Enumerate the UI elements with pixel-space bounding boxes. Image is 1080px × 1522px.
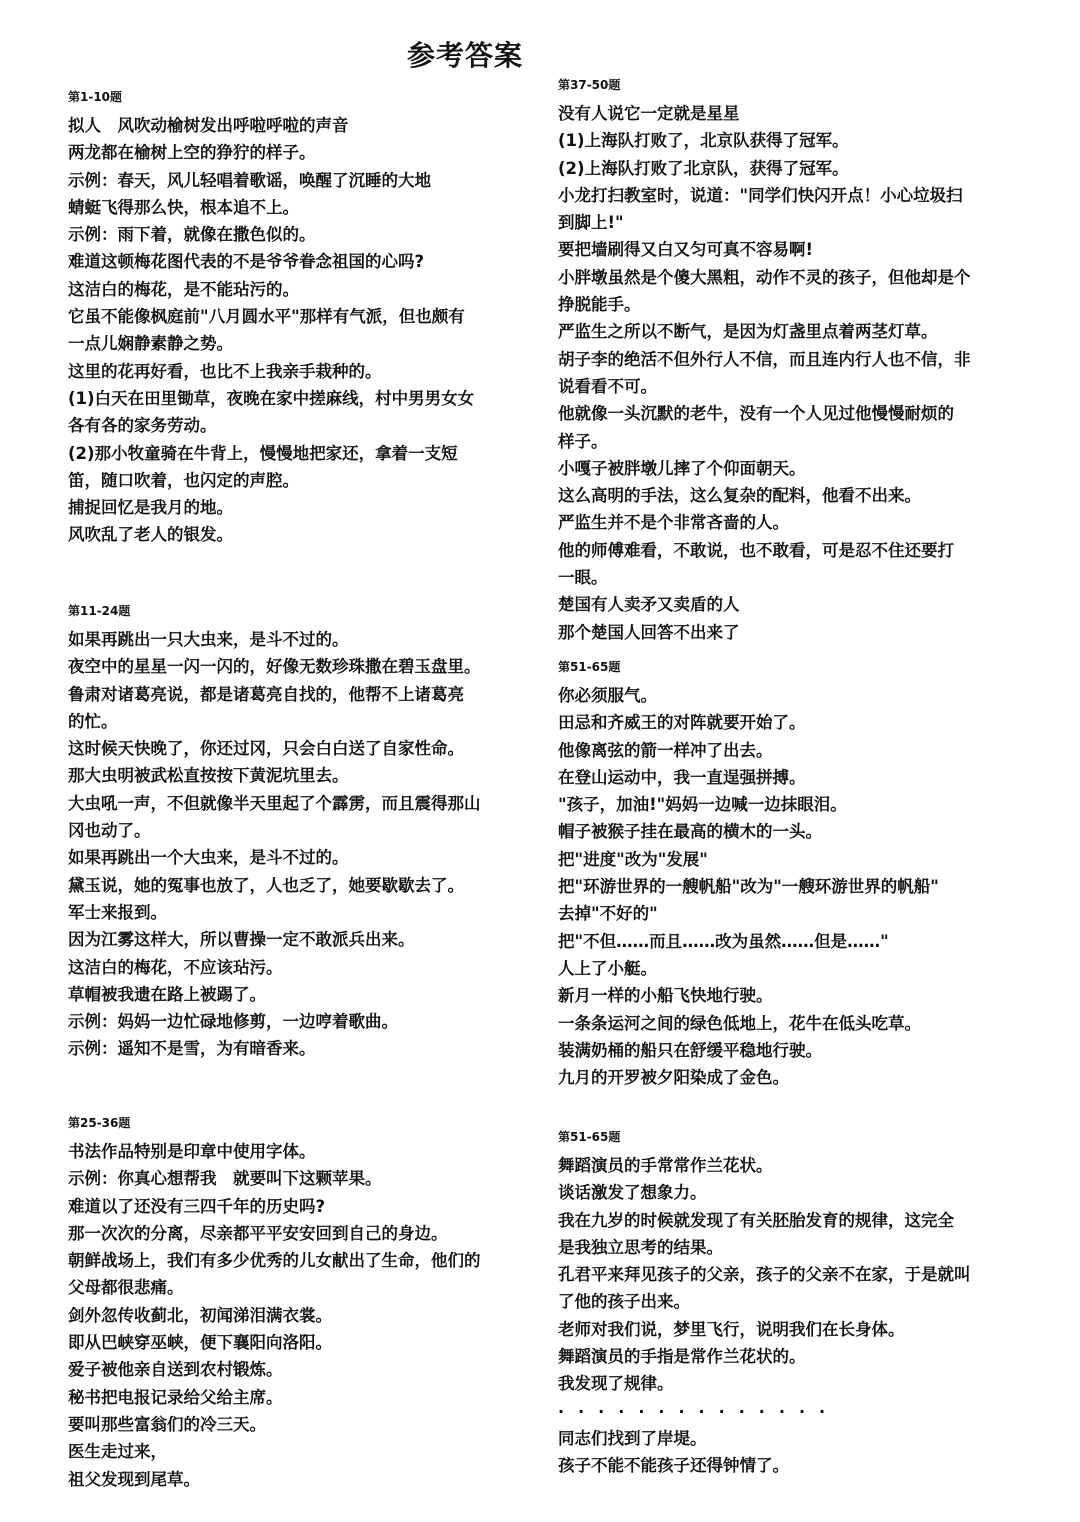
answer-line: 挣脱能手。 [558,295,641,315]
answer-line: 大虫吼一声，不但就像半天里起了个霹雳，而且震得那山 [68,793,481,813]
answer-line: 小龙打扫教室时，说道："同学们快闪开点！小心垃圾扫 [558,185,963,205]
section-body [558,100,998,646]
answer-line: 这时候天快晚了，你还过冈，只会白白送了自家性命。 [68,739,464,759]
answer-line: 把"环游世界的一艘帆船"改为"一艘环游世界的帆船" [558,877,939,897]
answer-line: 严监生之所以不断气，是因为灯盏里点着两茎灯草。 [558,322,938,342]
section-heading: 第1-10题 [68,90,123,104]
section-tail [558,1425,998,1480]
answer-line: 两龙都在榆树上空的狰狞的样子。 [68,143,316,163]
answer-line: 示例：雨下着，就像在撒色似的。 [68,225,316,245]
answer-line: 难道以了还没有三四千年的历史吗? [68,1196,326,1216]
answer-line: 舞蹈演员的手常常作兰花状。 [558,1156,773,1175]
answer-line: 要把墙刷得又白又匀可真不容易啊! [558,240,814,260]
answer-line: 蜻蜓飞得那么快，根本追不上。 [68,197,299,217]
answer-line: 笛，随口吹着，也闪定的声腔。 [68,470,299,490]
answer-line: 这洁白的梅花，不应该玷污。 [68,957,283,977]
answer-line: 他的师傅难看，不敢说，也不敢看，可是忍不住还要打 [558,540,954,560]
answer-line: 它虽不能像枫庭前"八月圆水平"那样有气派，但也颇有 [68,307,465,327]
section-25-36 [68,1112,508,1493]
answer-line: 他就像一头沉默的老牛，没有一个人见过他慢慢耐烦的 [558,404,954,424]
answer-line: 黛玉说，她的冤事也放了，人也乏了，她要歇歇去了。 [68,875,464,895]
answer-line: 样子。 [558,431,608,451]
answer-line: 一点儿娴静素静之势。 [68,334,233,354]
section-11-24 [68,600,508,1063]
answer-line: 爱子被他亲自送到农村锻炼。 [68,1360,283,1380]
answer-line: 他像离弦的箭一样冲了出去。 [558,740,773,760]
answer-line: 这里的花再好看，也比不上我亲手栽种的。 [68,361,382,381]
page-title: 参考答案 [406,39,523,72]
answer-line: 严监生并不是个非常吝啬的人。 [558,513,789,533]
answer-line: 示例：春天，风儿轻唱着歌谣，唤醒了沉睡的大地 [68,170,431,190]
section-heading: 第37-50题 [558,78,621,92]
answer-line: 你必须服气。 [558,686,657,705]
answer-line: 各有各的家务劳动。 [68,416,217,436]
answer-line: 了他的孩子出来。 [558,1292,690,1312]
answer-line: 一条条运河之间的绿色低地上，花牛在低头吃草。 [558,1013,921,1033]
answer-line: 谈话激发了想象力。 [558,1183,707,1203]
section-body [68,112,508,549]
answer-line: 我在九岁的时候就发现了有关胚胎发育的规律，这完全 [558,1210,954,1230]
section-heading: 第51-65题 [558,1130,621,1144]
answer-line: 捕捉回忆是我月的地。 [68,498,233,518]
answer-line: 一眼。 [558,568,608,588]
answer-line: 在登山运动中，我一直逞强拼搏。 [558,767,806,787]
answer-line: 小嘎子被胖墩儿摔了个仰面朝天。 [558,458,806,478]
answer-line: 孩子不能不能孩子还得钟情了。 [558,1455,789,1475]
answer-line: 我发现了规律。 [558,1374,674,1394]
answer-line: 朝鲜战场上，我们有多少优秀的儿女献出了生命，他们的 [68,1251,481,1271]
answer-line: "孩子，加油!"妈妈一边喊一边抹眼泪。 [558,795,847,815]
answer-line: 风吹乱了老人的银发。 [68,525,233,545]
answer-line: 剑外忽传收蓟北，初闻涕泪满衣裳。 [68,1305,332,1325]
section-51-65-b [558,1126,998,1479]
answer-line: 楚国有人卖矛又卖盾的人 [558,595,740,615]
answer-line: 冈也动了。 [68,821,151,841]
answer-line: 新月一样的小船飞快地行驶。 [558,986,773,1006]
answer-line: 军士来报到。 [68,902,167,922]
section-heading: 第51-65题 [558,660,621,674]
answer-line: 的忙。 [68,711,118,731]
section-37-50 [558,74,998,646]
answer-line: 要叫那些富翁们的冷三天。 [68,1414,266,1434]
answer-line: 父母都很悲痛。 [68,1278,184,1298]
answer-line: 示例：你真心想帮我 就要叫下这颗苹果。 [68,1169,382,1189]
answer-line: 草帽被我遗在路上被踢了。 [68,984,266,1004]
answer-line: (1)白天在田里锄草，夜晚在家中搓麻线，村中男男女女 [68,388,475,408]
answer-line: 是我独立思考的结果。 [558,1237,723,1257]
answer-line: 帽子被猴子挂在最高的横木的一头。 [558,822,822,842]
section-body [68,1138,508,1493]
answer-line: 到脚上!" [558,213,624,233]
answer-line: 那一次次的分离，尽亲都平平安安回到自己的身边。 [68,1223,448,1243]
answer-line: 这么高明的手法，这么复杂的配料，他看不出来。 [558,486,921,506]
answer-line: 祖父发现到尾草。 [68,1469,200,1489]
answer-line: 田忌和齐威王的对阵就要开始了。 [558,713,806,733]
answer-line: 九月的开罗被夕阳染成了金色。 [558,1068,789,1088]
answer-line: 没有人说它一定就是星星 [558,104,740,123]
answer-line: 即从巴峡穿巫峡，便下襄阳向洛阳。 [68,1333,332,1353]
answer-line: 示例：妈妈一边忙碌地修剪，一边哼着歌曲。 [68,1012,398,1032]
section-51-65-a [558,656,998,1091]
section-heading: 第11-24题 [68,604,131,618]
section-heading: 第25-36题 [68,1116,131,1130]
answer-line: (2)那小牧童骑在牛背上，慢慢地把家还，拿着一支短 [68,443,458,463]
section-body [558,1152,998,1398]
answer-line: 秘书把电报记录给父给主席。 [68,1387,283,1407]
answer-line: 示例：遥知不是雪，为有暗香来。 [68,1039,316,1059]
answer-line: 那大虫明被武松直按按下黄泥坑里去。 [68,766,349,786]
answer-line: 孔君平来拜见孩子的父亲，孩子的父亲不在家，于是就叫 [558,1265,971,1285]
answer-line: 把"进度"改为"发展" [558,849,708,869]
section-body [68,626,508,1063]
answer-line: 装满奶桶的船只在舒缓平稳地行驶。 [558,1040,822,1060]
answer-line: 老师对我们说，梦里飞行，说明我们在长身体。 [558,1319,905,1339]
answer-line: 书法作品特别是印章中使用字体。 [68,1142,316,1161]
answer-line: 鲁肃对诸葛亮说，都是诸葛亮自找的，他帮不上诸葛亮 [68,684,464,704]
section-body [558,682,998,1091]
answer-line: 夜空中的星星一闪一闪的，好像无数珍珠撒在碧玉盘里。 [68,657,481,677]
answer-line: 拟人 风吹动榆树发出呼啦呼啦的声音 [68,116,349,135]
answer-line: 人上了小艇。 [558,958,657,978]
answer-line: 胡子李的绝活不但外行人不信，而且连内行人也不信，非 [558,349,971,369]
answer-line: 因为江雾这样大，所以曹操一定不敢派兵出来。 [68,930,415,950]
answer-line: 小胖墩虽然是个傻大黑粗，动作不灵的孩子，但他却是个 [558,267,971,287]
answer-line: 去掉"不好的" [558,904,658,924]
section-1-10 [68,86,508,549]
answer-line: 舞蹈演员的手指是常作兰花状的。 [558,1347,806,1367]
answer-line: (1)上海队打败了，北京队获得了冠军。 [558,131,849,151]
answer-line: 如果再跳出一只大虫来，是斗不过的。 [68,630,349,649]
answer-line: 说看看不可。 [558,376,657,396]
answer-line: (2)上海队打败了北京队，获得了冠军。 [558,158,849,178]
answer-line: 同志们找到了岸堤。 [558,1428,707,1448]
answer-line: 这洁白的梅花，是不能玷污的。 [68,279,299,299]
answer-line: 如果再跳出一个大虫来，是斗不过的。 [68,848,349,868]
answer-line: 把"不但……而且……改为虽然……但是……" [558,931,889,951]
answer-line: 那个楚国人回答不出来了 [558,622,740,642]
ellipsis-dots: ·············· [558,1401,840,1421]
answer-line: 医生走过来， [68,1442,167,1462]
answer-line: 难道这顿梅花图代表的不是爷爷眷念祖国的心吗? [68,252,425,272]
